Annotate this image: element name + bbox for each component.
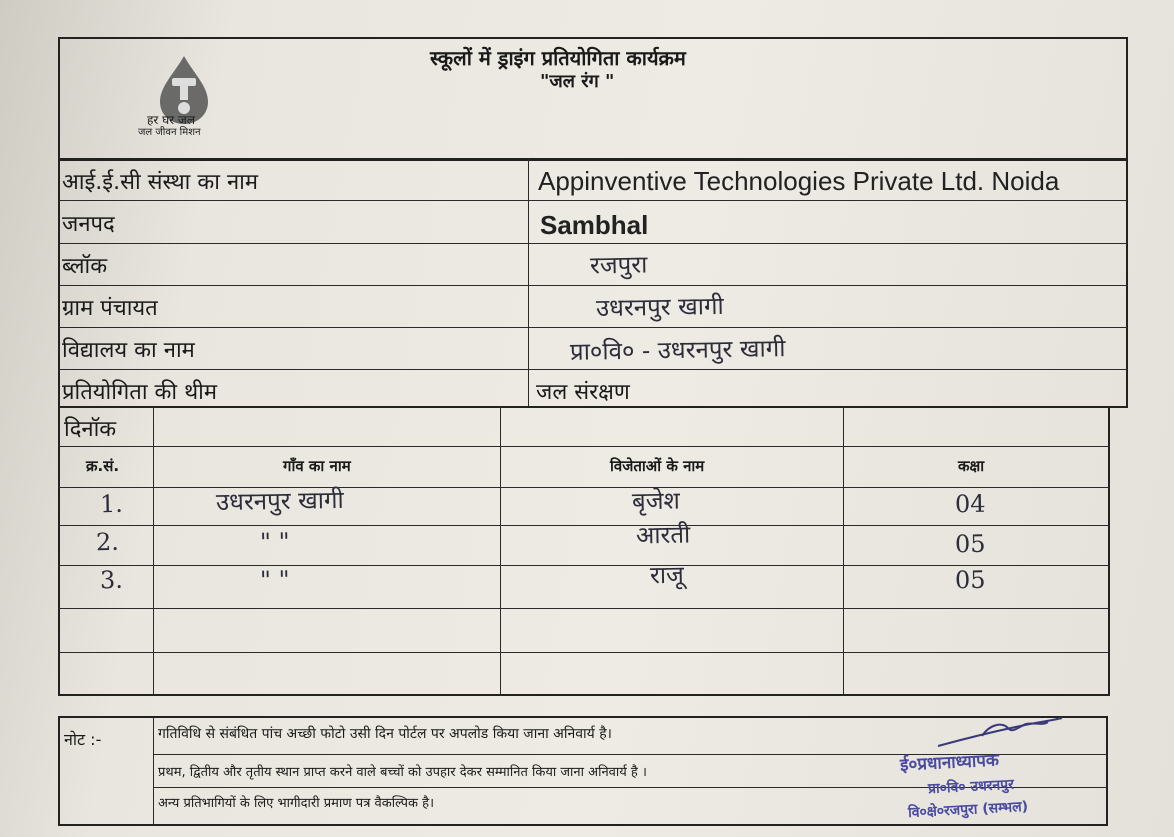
page-subtitle: "जल रंग " <box>540 71 615 92</box>
value-iec-agency: Appinventive Technologies Private Ltd. Noida <box>538 166 1060 196</box>
row2-class: 05 <box>954 529 986 559</box>
logo-text-2: जल जीवन मिशन <box>138 127 201 138</box>
label-district: जनपद <box>62 212 115 237</box>
note-line-2: प्रथम, द्वितीय और तृतीय स्थान प्राप्त करने वाले बच्चों को उपहार देकर सम्मानित किया जाना अनिवार्य है । <box>158 765 647 780</box>
label-block: ब्लॉक <box>62 254 108 279</box>
note-line-3: अन्य प्रतिभागियों के लिए भागीदारी प्रमाण पत्र वैकल्पिक है। <box>158 796 434 811</box>
row3-class: 05 <box>954 565 986 595</box>
value-district: Sambhal <box>540 210 649 240</box>
header-village: गाँव का नाम <box>283 457 351 475</box>
label-gram-panchayat: ग्राम पंचायत <box>62 296 158 321</box>
logo-text-1: हर घर जल <box>147 113 195 127</box>
info-divider <box>528 158 529 408</box>
label-theme: प्रतियोगिता की थीम <box>62 380 218 405</box>
row1-winner: बृजेश <box>631 486 681 516</box>
stamp-line-3: वि०क्षे०रजपुरा (सम्भल) <box>907 798 1029 822</box>
row3-winner: राजू <box>649 560 685 590</box>
row2-village: " " <box>259 527 290 557</box>
row2-winner: आरती <box>635 520 691 550</box>
value-block: रजपुरा <box>589 250 648 280</box>
value-gram-panchayat: उधरनपुर खागी <box>595 291 724 323</box>
page-title: स्कूलों में ड्राइंग प्रतियोगिता कार्यक्रम <box>430 46 686 70</box>
row1-village: उधरनपुर खागी <box>215 485 344 517</box>
row2-serial: 2. <box>95 527 120 557</box>
stamp-line-1: ई०प्रधानाध्यापक <box>899 750 1000 776</box>
row1-serial: 1. <box>99 489 124 519</box>
date-label: दिनॉक <box>64 417 117 442</box>
row3-serial: 3. <box>99 565 124 595</box>
header-class: कक्षा <box>958 457 985 475</box>
header-serial: क्र.सं. <box>86 457 120 475</box>
header-winners: विजेताओं के नाम <box>610 457 705 475</box>
row1-class: 04 <box>954 489 986 519</box>
note-label: नोट :- <box>64 730 102 749</box>
value-school-name: प्रा०वि० - उधरनपुर खागी <box>569 334 786 366</box>
note-line-1: गतिविधि से संबंधित पांच अच्छी फोटो उसी दिन पोर्टल पर अपलोड किया जाना अनिवार्य है। <box>158 726 612 742</box>
stamp-line-2: प्रा०वि० उधरनपुर <box>927 776 1015 798</box>
row3-village: " " <box>259 565 290 595</box>
label-school-name: विद्यालय का नाम <box>62 338 195 363</box>
label-iec-agency: आई.ई.सी संस्था का नाम <box>62 170 259 195</box>
value-theme: जल संरक्षण <box>536 380 630 405</box>
signature <box>930 714 1070 754</box>
